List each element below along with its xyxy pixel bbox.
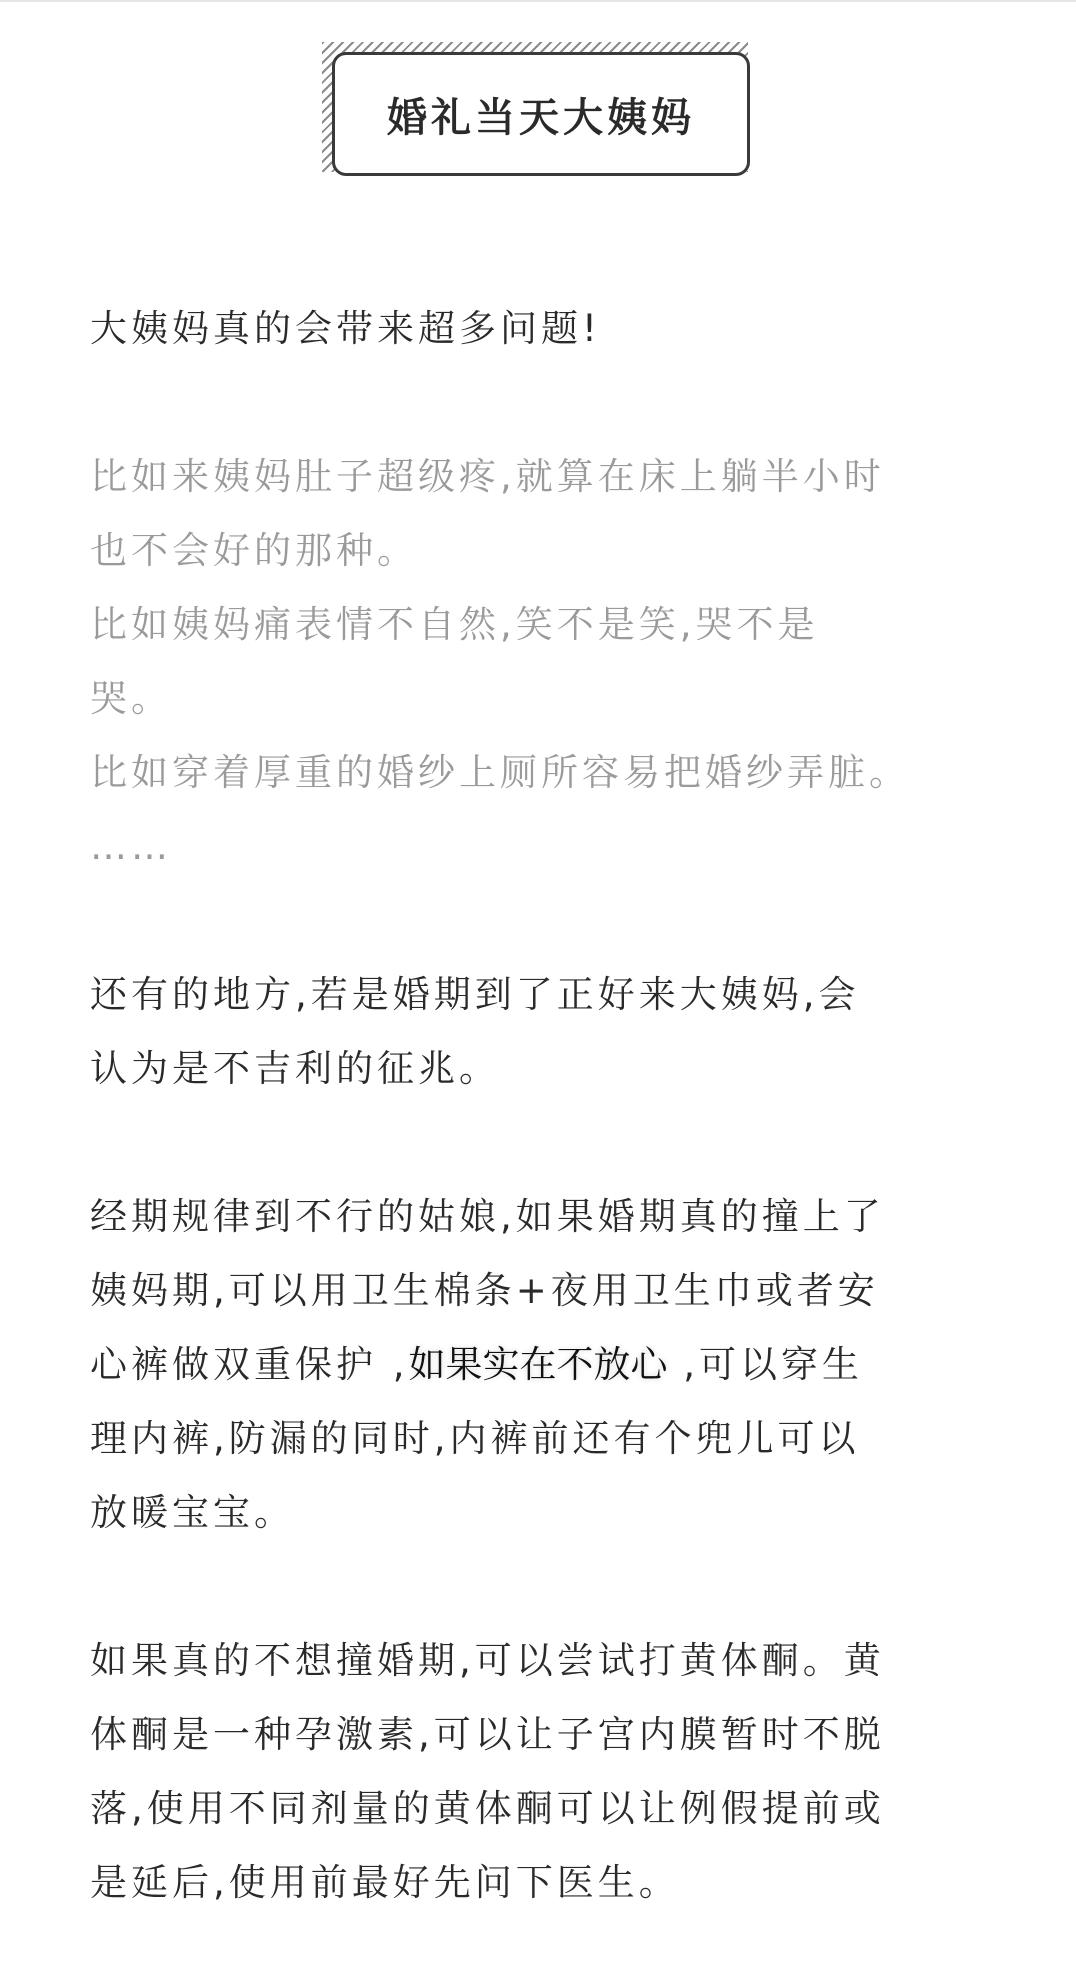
section-title: 婚礼当天大姨妈 [332,52,750,176]
example-line: 也不会好的那种。 [90,529,418,572]
example-line: 比如来姨妈肚子超级疼,就算在床上躺半小时 [90,455,885,498]
advice-line: 理内裤,防漏的同时,内裤前还有个兜儿可以 [90,1417,860,1460]
advice-line-start: 心裤做双重保护 , [90,1343,409,1386]
hormone-block [90,1624,990,1920]
examples-block [90,440,990,884]
top-divider [0,0,1076,2]
title-badge [322,42,758,184]
example-line: 比如姨妈痛表情不自然,笑不是笑,哭不是 [90,603,819,646]
advice-line-end: ,可以穿生 [667,1343,864,1386]
superstition-line: 认为是不吉利的征兆。 [90,1047,500,1090]
advice-block [90,1180,990,1550]
hormone-line: 落,使用不同剂量的黄体酮可以让例假提前或 [90,1787,885,1830]
advice-line: 姨妈期,可以用卫生棉条+夜用卫生巾或者安 [90,1269,879,1312]
advice-line: 放暖宝宝。 [90,1491,295,1534]
ellipsis: …… [90,825,172,868]
highlighted-phrase: 如果实在不放心 [408,1343,668,1386]
hormone-line: 如果真的不想撞婚期,可以尝试打黄体酮。黄 [90,1639,885,1682]
hormone-line: 体酮是一种孕激素,可以让子宫内膜暂时不脱 [90,1713,885,1756]
superstition-block [90,958,990,1106]
advice-line [90,1328,990,1402]
hormone-line: 是延后,使用前最好先问下医生。 [90,1861,680,1904]
superstition-line: 还有的地方,若是婚期到了正好来大姨妈,会 [90,973,860,1016]
example-line: 哭。 [90,677,172,720]
example-line: 比如穿着厚重的婚纱上厕所容易把婚纱弄脏。 [90,751,910,794]
article-body [90,292,990,1920]
advice-line: 经期规律到不行的姑娘,如果婚期真的撞上了 [90,1195,885,1238]
intro-text: 大姨妈真的会带来超多问题! [90,307,601,350]
